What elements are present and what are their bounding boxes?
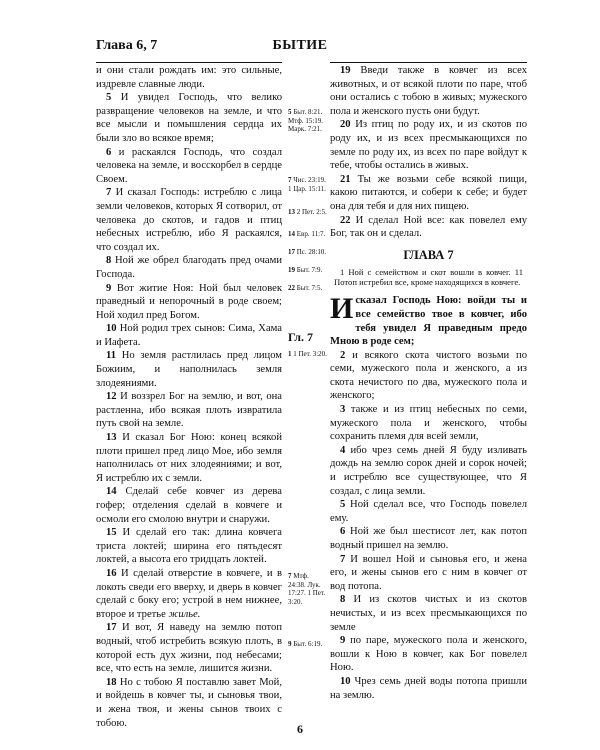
verse: 18 Но с тобою Я поставлю завет Мой, и войдешь в ковчег ты, и сыновья твои, и жена твоя, и жены сынов твоих с тобою.	[96, 676, 282, 729]
cross-reference: 7 Мтф. 24:38. Лук. 17:27. 1 Пет. 3:20.	[288, 572, 326, 606]
verse: и они стали рождать им: это сильные, издревле славные люди.	[96, 65, 282, 90]
verse: 6 Ной же был шестисот лет, как потоп водный пришел на землю.	[330, 526, 527, 551]
verse: 21 Ты же возьми себе всякой пищи, какою питаются, и собери к себе; и будет она для тебя и для них пищею.	[330, 173, 527, 212]
verse: 16 И сделай отверстие в ковчеге, и в локоть сведи его вверху, и дверь в ковчег сделай с боку его; устрой в нем нижнее, второе и третье жилье.	[96, 567, 282, 620]
verse: 5 Ной сделал все, что Господь повелел ему.	[330, 499, 527, 524]
running-header-chapter: Глава 6, 7	[96, 38, 158, 53]
cross-reference: 7 Чис. 23:19. 1 Цар. 15:11.	[288, 176, 326, 193]
header-rule-left	[96, 62, 282, 63]
verse: 20 Из птиц по роду их, и из скотов по роду их, и из всех пресмыкающихся по земле по роду их, из всех по паре войдут к тебе, чтобы остались в живых.	[330, 119, 527, 172]
verse: 8 И из скотов чистых и из скотов нечистых, и из всех пресмыкающихся по земле	[330, 594, 527, 633]
cross-reference: 9 Быт. 6:19.	[288, 640, 323, 648]
cross-reference: 14 Евр. 11:7.	[288, 230, 326, 238]
verse: 9 по паре, мужеского пола и женского, вошли к Ною в ковчег, как Бог повелел Ною.	[330, 635, 527, 674]
cross-reference: 17 Пс. 28:10.	[288, 248, 327, 256]
cross-reference: 5 Быт. 8:21. Мтф. 15:19. Марк. 7:21.	[288, 108, 324, 134]
left-text-column	[96, 64, 282, 730]
verse: 4 ибо чрез семь дней Я буду изливать дождь на землю сорок дней и сорок ночей; и истреблю все существующее, что Я создал, с лица земли.	[330, 444, 527, 497]
chapter-marker: Гл. 7	[288, 330, 314, 344]
verse: 2 и всякого скота чистого возьми по семи, мужеского пола и женского, а из скота нечистого по два, мужеского пола и женского;	[330, 349, 527, 402]
cross-reference: 22 Быт. 7:5.	[288, 284, 323, 292]
verse: 11 Но земля растлилась пред лицом Божиим, и наполнилась земля злодеяниями.	[96, 350, 282, 389]
cross-reference: 1 1 Пет. 3:20.	[288, 350, 327, 358]
verse-first: Исказал Господь Ною: войди ты и все семейство твое в ковчег, ибо тебя увидел Я праведным предо Мною в роде сем;	[330, 292, 527, 348]
verse: 5 И увидел Господь, что велико развращение человеков на земле, и что все мысли и помышления сердца их были зло во всякое время;	[96, 92, 282, 144]
verse: 3 также и из птиц небесных по семи, мужеского пола и женского, чтобы сохранить племя для всей земли,	[330, 404, 527, 443]
verse: 19 Введи также в ковчег из всех животных, и от всякой плоти по паре, чтоб они остались с тобою в живых; мужеского пола и женского пусть они будут.	[330, 65, 527, 117]
drop-cap: И	[330, 292, 354, 326]
header-rule-right	[330, 62, 527, 63]
verse: 13 И сказал Бог Ною: конец всякой плоти пришел пред лицо Мое, ибо земля наполнилась от них злодеяниями; и вот, Я истреблю их с земли.	[96, 432, 282, 484]
verse: 22 И сделал Ной все: как повелел ему Бог, так он и сделал.	[330, 214, 527, 240]
verse: 14 Сделай себе ковчег из дерева гофер; отделения сделай в ковчеге и осмоли его смолою внутри и снаружи.	[96, 486, 282, 525]
chapter-title: ГЛАВА 7	[403, 247, 454, 262]
cross-reference: 19 Быт. 7:9.	[288, 266, 323, 274]
running-header-book-title: БЫТИЕ	[272, 38, 328, 53]
verse: 9 Вот житие Ноя: Ной был человек праведный и непорочный в роде своем; Ной ходил пред Богом.	[96, 282, 282, 321]
verse: 17 И вот, Я наведу на землю потоп водный, чтоб истребить всякую плоть, в которой есть дух жизни, под небесами; все, что есть на земле, лишится жизни.	[96, 622, 282, 675]
page-number: 6	[297, 722, 303, 736]
verse: 12 И воззрел Бог на землю, и вот, она растленна, ибо всякая плоть извратила путь свой на земле.	[96, 391, 282, 430]
verse: 6 и раскаялся Господь, что создал человека на земле, и восскорбел в сердце Своем.	[96, 146, 282, 185]
verse: 7 И вошел Ной и сыновья его, и жена его, и жены сынов его с ним в ковчег от вод потопа.	[330, 553, 527, 592]
cross-reference: 13 2 Пет. 2:5.	[288, 208, 327, 216]
verse: 10 Чрез семь дней воды потопа пришли на землю.	[330, 675, 527, 701]
verse: 7 И сказал Господь: истреблю с лица земли человеков, которых Я сотворил, от человека до скотов, и гадов и птиц небесных истреблю, ибо Я раскаялся, что создал их.	[96, 187, 282, 253]
verse: 15 И сделай его так: длина ковчега триста локтей; ширина его пятьдесят локтей, а высота его тридцать локтей.	[96, 527, 282, 566]
right-text-column	[330, 64, 527, 702]
verse: 8 Ной же обрел благодать пред очами Господа.	[96, 255, 282, 280]
verse: 10 Ной родил трех сынов: Сима, Хама и Иафета.	[96, 323, 282, 348]
chapter-summary: 1 Ной с семейством и скот вошли в ковчег. 11 Потоп истребил все, кроме находящихся в ковчеге.	[334, 267, 523, 288]
